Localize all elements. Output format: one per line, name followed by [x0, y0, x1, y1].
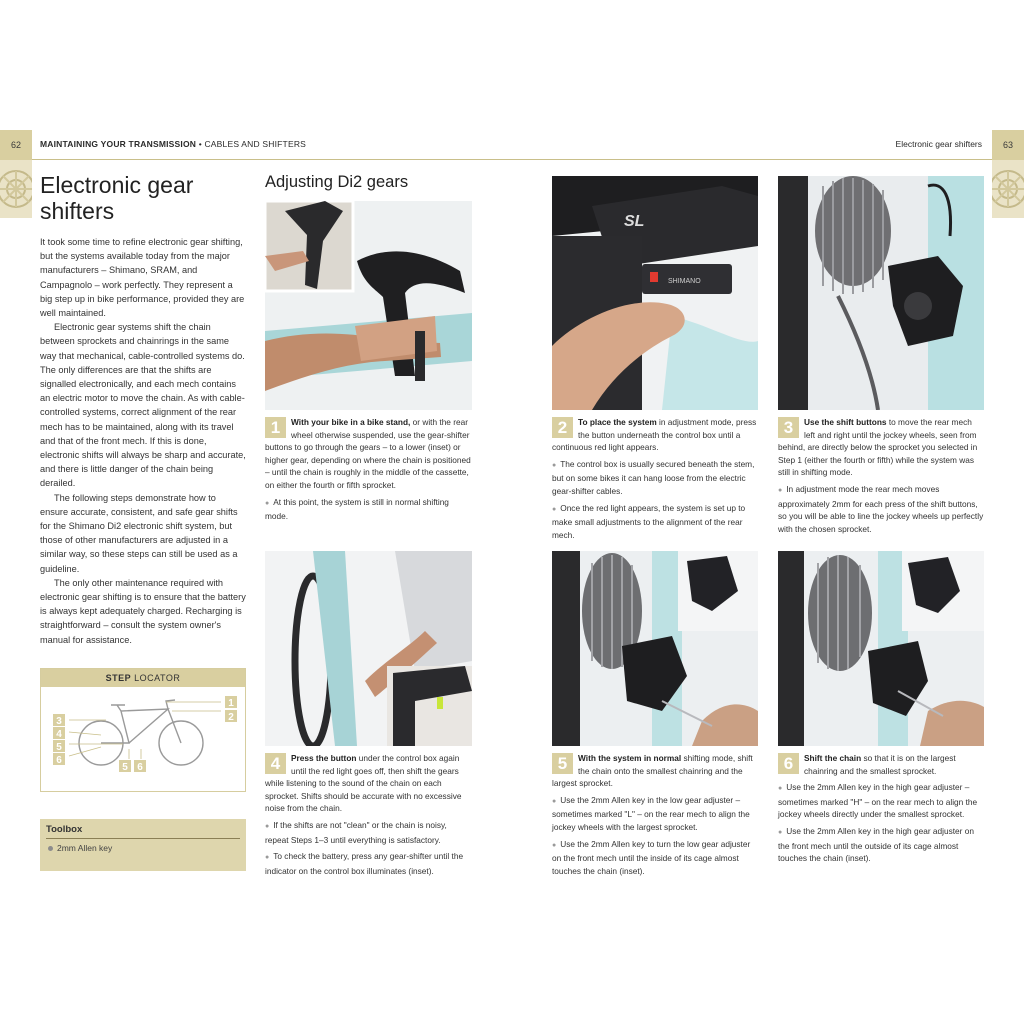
left-page-number: 62 — [0, 130, 32, 160]
locator-marker-6: 6 — [56, 755, 62, 766]
step-lead: To place the system — [578, 417, 657, 427]
step-text: or with the rear wheel otherwise suspended, use the gear-shifter buttons to go through the gears – to a lower (inset) or higher gear, depending on where the chain is positioned – until the chain is roughly in the middle of the cassette, on either the fourth or fifth sprocket. — [265, 417, 471, 490]
subsection-title: CABLES AND SHIFTERS — [204, 139, 307, 149]
locator-label-step: STEP — [105, 673, 132, 683]
step-text: in adjustment mode, press the button underneath the control box until a continuous red light appears. — [552, 417, 757, 453]
step-bullet: ● Use the 2mm Allen key in the high gear adjuster – sometimes marked "H" – on the rear mech to align the jockey wheels directly under the smallest sprocket. — [778, 781, 984, 821]
chainring-ornament-right — [992, 160, 1024, 218]
locator-marker-4: 4 — [56, 729, 62, 740]
step-bullet: ● Use the 2mm Allen key in the high gear adjuster on the front mech until the outside of its cage almost touches the chain (inset). — [778, 825, 984, 865]
section-title: MAINTAINING YOUR TRANSMISSION — [40, 139, 197, 149]
step-bullet: ● The control box is usually secured beneath the stem, but on some bikes it can hang loose from the electric gear-shifter cables. — [552, 458, 758, 498]
page-title: Electronic gear shifters — [40, 172, 194, 224]
step-number: 3 — [778, 417, 799, 438]
bike-diagram — [41, 687, 245, 791]
step-text: shifting mode, shift the chain onto the smallest chainring and the largest sprocket. — [552, 753, 753, 789]
step-3 — [778, 416, 984, 535]
stem-brand-label: SL — [624, 213, 645, 230]
locator-marker-1: 1 — [228, 698, 234, 709]
procedure-title: Adjusting Di2 gears — [265, 173, 409, 191]
step-lead: Shift the chain — [804, 753, 862, 763]
toolbox — [40, 819, 246, 871]
step-text: so that it is on the largest chainring and the smallest sprocket. — [804, 753, 956, 776]
step-bullet: ● If the shifts are not "clean" or the chain is noisy, repeat Steps 1–3 until everything is satisfactory. — [265, 819, 472, 846]
locator-label: LOCATOR — [131, 673, 181, 683]
step-bullet: ● Use the 2mm Allen key to turn the low gear adjuster on the front mech until the inside of its cage almost touches the chain (inset). — [552, 838, 758, 878]
locator-marker-6b: 6 — [137, 762, 143, 773]
step-lead: With the system in normal — [578, 753, 682, 763]
intro-paragraph: The following steps demonstrate how to ensure accurate, consistent, and safe gear shifts for the Shimano Di2 electronic shift system, but those of other manufacturers are adjusted in a similar way, so these steps can still be used as a guideline. — [40, 492, 238, 574]
step-2-photo — [552, 176, 758, 410]
toolbox-item — [46, 843, 240, 853]
locator-marker-5b: 5 — [122, 762, 128, 773]
right-running-title: Electronic gear shifters — [895, 139, 982, 149]
breadcrumb-separator: • — [196, 139, 205, 149]
step-bullet: ● Use the 2mm Allen key in the low gear adjuster – sometimes marked "L" – on the rear mech to align the jockey wheels with the largest sprocket. — [552, 794, 758, 834]
step-text: under the control box again until the red light goes off, then shift the gears while listening to the sound of the chain on each sprocket. Shifts should be accurate with no excessive noise from the chain. — [265, 753, 462, 814]
toolbox-item-label: 2mm Allen key — [57, 843, 113, 853]
intro-text — [40, 235, 246, 647]
step-number: 5 — [552, 753, 573, 774]
step-1 — [265, 416, 472, 523]
step-1-photo — [265, 201, 472, 410]
intro-paragraph: The only other maintenance required with electronic gear shifting is to ensure that the battery is always kept adequately charged. Recharging is straightforward – consult the system owner's manual for assistance. — [40, 577, 246, 645]
step-locator — [40, 668, 246, 792]
step-bullet: ● To check the battery, press any gear-shifter until the indicator on the control box illuminates (inset). — [265, 850, 472, 877]
step-4 — [265, 752, 472, 877]
intro-paragraph: It took some time to refine electronic gear shifting, but the systems available today from the major manufacturers – Shimano, SRAM, and Campagnolo – work perfectly. They represent a big step up in bike performance, provided they are well maintained. — [40, 237, 245, 319]
bullet-icon — [48, 846, 53, 851]
step-number: 6 — [778, 753, 799, 774]
intro-paragraph: Electronic gear systems shift the chain between sprockets and chainrings in the same way that mechanical, cable-controlled systems do. The only differences are that the shifts are signalled electronically, and each mech contains an electric motor to move the chain. As with cable-controlled systems, correct alignment of the rear mech has to be maintained, along with its travel and that of the front mech. If this is done, electronic shifts will always be sharp and accurate, and there is little danger of the chain being derailed. — [40, 322, 246, 489]
step-6 — [778, 752, 984, 865]
step-2 — [552, 416, 758, 541]
step-lead: Press the button — [291, 753, 357, 763]
step-text: to move the rear mech left and right until the jockey wheels, seen from behind, are directly below the sprocket you selected in Step 1 (either the fourth or fifth) while the system was still in shifting mode. — [778, 417, 978, 478]
toolbox-title: Toolbox — [46, 824, 240, 839]
right-page-number: 63 — [992, 130, 1024, 160]
step-number: 1 — [265, 417, 286, 438]
step-bullet: ● In adjustment mode the rear mech moves approximately 2mm for each press of the shift buttons, so you will be able to line the jockey wheels up perfectly with the chosen sprocket. — [778, 483, 984, 535]
step-5-photo — [552, 551, 758, 746]
step-6-photo — [778, 551, 984, 746]
step-lead: Use the shift buttons — [804, 417, 887, 427]
locator-marker-2: 2 — [228, 712, 234, 723]
chainring-ornament-left — [0, 160, 32, 218]
header-rule — [32, 159, 992, 160]
step-5 — [552, 752, 758, 877]
section-breadcrumb — [40, 139, 306, 149]
step-3-photo — [778, 176, 984, 410]
step-4-photo — [265, 551, 472, 746]
running-header — [0, 130, 1024, 160]
locator-marker-5: 5 — [56, 742, 62, 753]
step-number: 2 — [552, 417, 573, 438]
step-locator-heading — [41, 669, 245, 687]
control-box-brand-label: SHIMANO — [668, 278, 701, 285]
step-bullet: ● Once the red light appears, the system is set up to make small adjustments to the alignment of the rear mech. — [552, 502, 758, 542]
locator-marker-3: 3 — [56, 716, 62, 727]
step-bullet: ● At this point, the system is still in normal shifting mode. — [265, 496, 472, 523]
step-number: 4 — [265, 753, 286, 774]
step-lead: With your bike in a bike stand, — [291, 417, 411, 427]
